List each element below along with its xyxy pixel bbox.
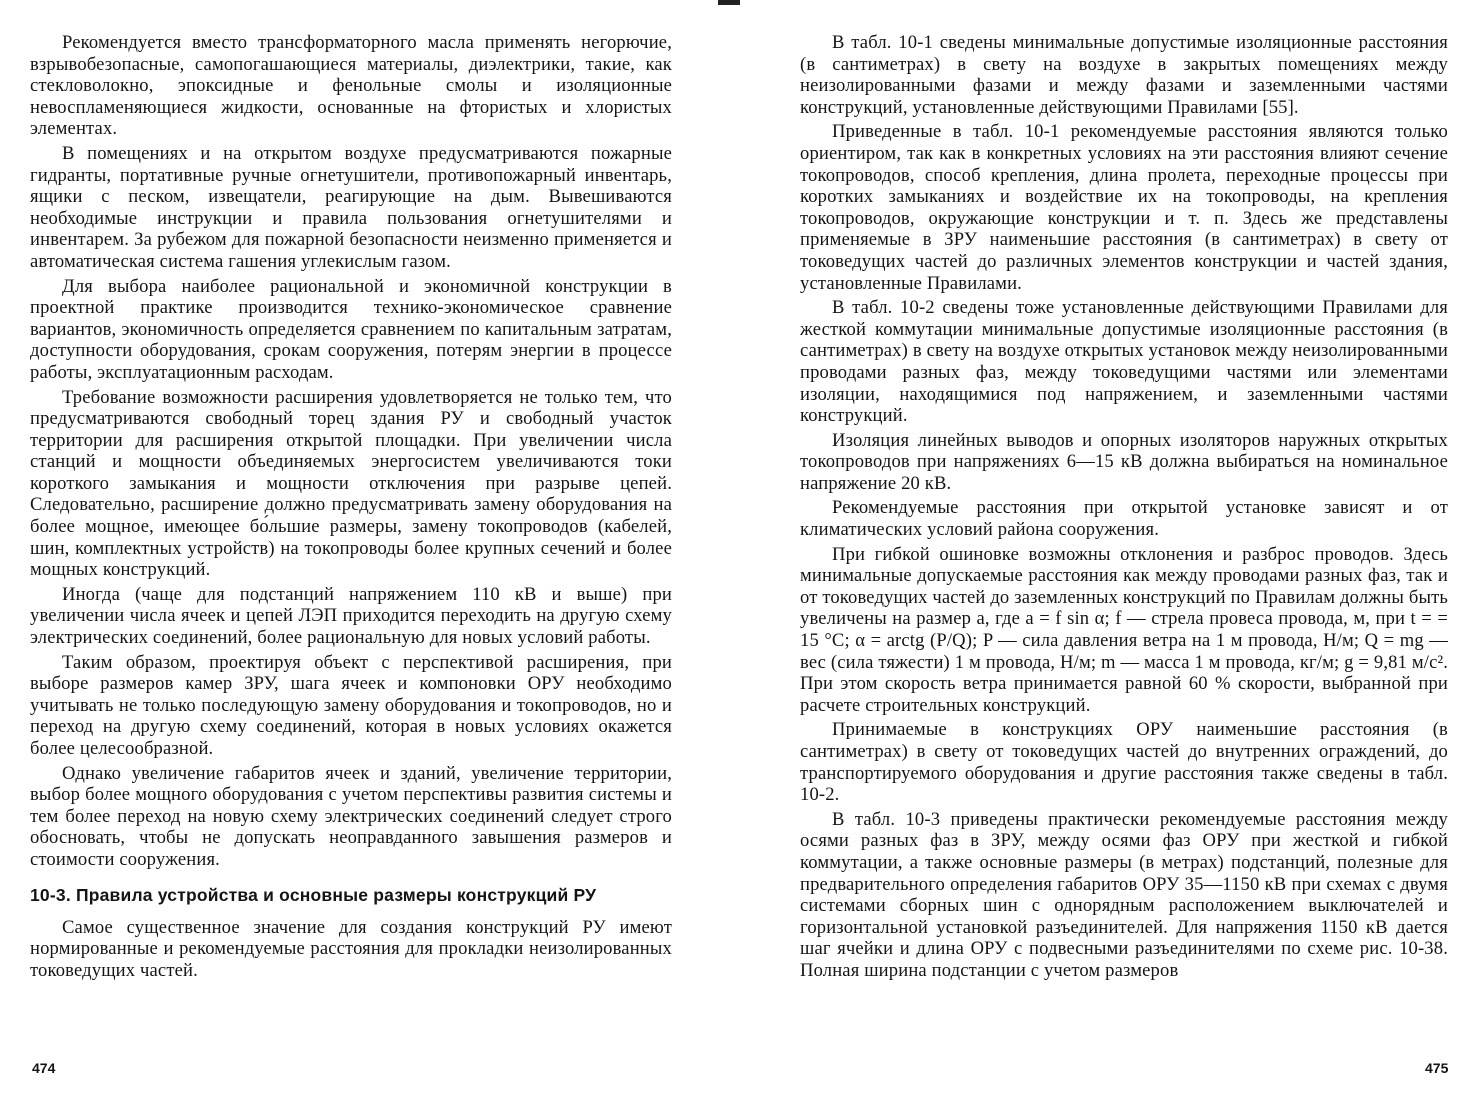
right-paragraph-5: Рекомендуемые расстояния при открытой установке зависят и от климатических условий района сооружения. bbox=[800, 497, 1448, 541]
right-paragraph-4: Изоляция линейных выводов и опорных изоляторов наружных открытых токопроводов при напряжениях 6—15 кВ должна выбираться на номинальное напряжение 20 кВ. bbox=[800, 429, 1448, 494]
right-paragraph-2: Приведенные в табл. 10-1 рекомендуемые расстояния являются только ориентиром, так как в конкретных условиях на эти расстояния влияют сечение токопроводов, способ крепления, длина пролета, переходные процессы при коротких замыканиях и воздействие их на токопроводы, на крепления токопроводов, окружающие конструкции и т. п. Здесь же представлены применяемые в ЗРУ наименьшие расстояния (в сантиметрах) в свету от токоведущих частей до различных элементов конструкции и частей здания, установленные Правилами. bbox=[800, 121, 1448, 294]
left-paragraph-4: Требование возможности расширения удовлетворяется не только тем, что предусматриваются свободный торец здания РУ и свободный участок территории для расширения открытой площадки. При увеличении числа станций и мощности объединяемых энергосистем увеличиваются токи короткого замыкания и мощности отключения при разрыве цепей. Следовательно, расширение должно предусматривать замену оборудования на более мощное, имеющее бо́льшие размеры, замену токопроводов (кабелей, шин, комплектных устройств) на токопроводы более крупных сечений и более мощных конструкций. bbox=[30, 386, 672, 581]
left-paragraph-1: Рекомендуется вместо трансформаторного масла применять негорючие, взрывобезопасные, самопогашающиеся материалы, диэлектрики, такие, как стекловолокно, эпоксидные и фенольные смолы и изоляционные невоспламеняющиеся жидкости, основанные на фтористых и хлористых элементах. bbox=[30, 32, 672, 140]
left-paragraph-7: Однако увеличение габаритов ячеек и зданий, увеличение территории, выбор более мощного оборудования с учетом перспективы развития системы и тем более переход на новую схему электрических соединений следует строго обосновать, чтобы не допускать неоправданного завышения размеров и стоимости сооружения. bbox=[30, 762, 672, 870]
left-paragraph-6: Таким образом, проектируя объект с перспективой расширения, при выборе размеров камер ЗРУ, шага ячеек и компоновки ОРУ необходимо учитывать не только последующую замену оборудования и токопроводов, но и переход на другую схему соединений, которая в новых условиях окажется более целесообразной. bbox=[30, 651, 672, 759]
left-paragraph-3: Для выбора наиболее рациональной и экономичной конструкции в проектной практике производится технико-экономическое сравнение вариантов, экономичность определяется сравнением по капитальным затратам, доступности оборудования, срокам сооружения, потерям энергии в процессе работы, эксплуатационным расходам. bbox=[30, 275, 672, 383]
left-page-body bbox=[30, 32, 672, 871]
right-paragraph-7: Принимаемые в конструкциях ОРУ наименьшие расстояния (в сантиметрах) в свету от токоведущих частей до внутренних ограждений, до транспортируемого оборудования и другие расстояния также сведены в табл. 10-2. bbox=[800, 719, 1448, 806]
left-paragraph-5: Иногда (чаще для подстанций напряжением 110 кВ и выше) при увеличении числа ячеек и цепей ЛЭП приходится переходить на другую схему электрических соединений, более рациональную для новых условий работы. bbox=[30, 583, 672, 649]
right-paragraph-8: В табл. 10-3 приведены практически рекомендуемые расстояния между осями разных фаз в ЗРУ, между осями фаз ОРУ при жесткой и гибкой коммутации, а также основные размеры (в метрах) подстанций, полезные для предварительного определения габаритов ОРУ 35—1150 кВ при схемах с двумя системами сборных шин с однорядным расположением выключателей и горизонтальной установкой разъединителей. Для напряжения 1150 кВ дается шаг ячейки и длина ОРУ с подвесными разъединителями по схеме рис. 10-38. Полная ширина подстанции с учетом размеров bbox=[800, 808, 1448, 981]
section-heading: 10-3. Правила устройства и основные размеры конструкций РУ bbox=[30, 884, 597, 905]
right-paragraph-6: При гибкой ошиновке возможны отклонения и разброс проводов. Здесь минимальные допускаемые расстояния как между проводами разных фаз, так и от токоведущих частей до заземленных конструкций по Правилам должны быть увеличены на размер a, где a = f sin α; f — стрела провеса провода, м, при t = = 15 °C; α = arctg (P/Q); P — сила давления ветра на 1 м провода, Н/м; Q = mg — вес (сила тяжести) 1 м провода, Н/м; m — масса 1 м провода, кг/м; g = 9,81 м/с². При этом скорость ветра принимается равной 60 % скорости, выбранной при расчете строительных конструкций. bbox=[800, 543, 1448, 716]
binding-mark bbox=[718, 0, 740, 5]
section-paragraph-1: Самое существенное значение для создания конструкций РУ имеют нормированные и рекомендуемые расстояния для прокладки неизолированных токоведущих частей. bbox=[30, 916, 672, 981]
page-number-right: 475 bbox=[1425, 1060, 1449, 1076]
page-number-left: 474 bbox=[32, 1060, 56, 1076]
right-paragraph-3: В табл. 10-2 сведены тоже установленные действующими Правилами для жесткой коммутации минимальные допустимые изоляционные расстояния (в сантиметрах) в свету на воздухе открытых установок между неизолированными проводами разных фаз, между токоведущими частями или элементами изоляции, находящимися под напряжением, и заземленными частями конструкций. bbox=[800, 297, 1448, 427]
left-paragraph-2: В помещениях и на открытом воздухе предусматриваются пожарные гидранты, портативные ручные огнетушители, противопожарный инвентарь, ящики с песком, извещатели, реагирующие на дым. Вывешиваются необходимые инструкции и правила пользования огнетушителями и инвентарем. За рубежом для пожарной безопасности неизменно применяется и автоматическая система гашения углекислым газом. bbox=[30, 142, 672, 272]
left-page bbox=[30, 32, 672, 984]
right-paragraph-1: В табл. 10-1 сведены минимальные допустимые изоляционные расстояния (в сантиметрах) в свету на воздухе в закрытых помещениях между неизолированными фазами и между фазами и заземленными частями конструкций, установленные действующими Правилами [55]. bbox=[800, 32, 1448, 118]
right-page-body bbox=[800, 32, 1448, 982]
section-body bbox=[30, 917, 672, 982]
right-page bbox=[800, 32, 1448, 985]
